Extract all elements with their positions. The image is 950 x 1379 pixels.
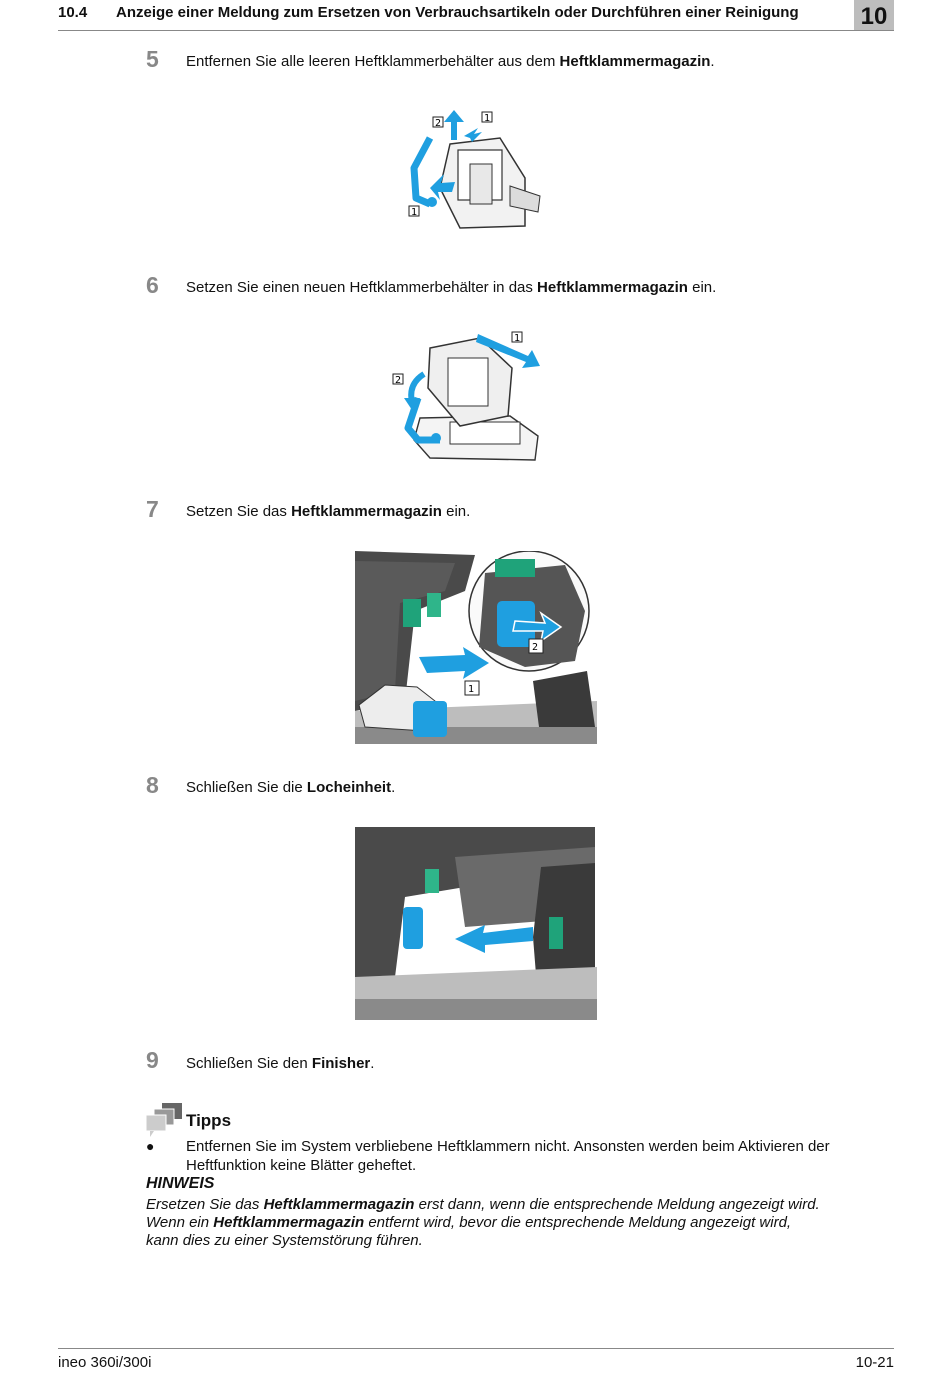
- section-title: Anzeige einer Meldung zum Ersetzen von Verbrauchsartikeln oder Durchführen einer Reinigung: [116, 4, 799, 21]
- note-text: Ersetzen Sie das Heftklammermagazin erst dann, wenn die entsprechende Meldung angezeigt wird. Wenn ein Heftklammermagazin entfernt wird, bevor die entsprechende Meldung angezeigt wird, kann dies zu einer Systemstörung führen.: [146, 1196, 820, 1249]
- page-header: [58, 0, 894, 31]
- callout-label: 1: [411, 207, 418, 218]
- product-name: ineo 360i/300i: [58, 1354, 152, 1371]
- chapter-tab: 10: [854, 0, 894, 30]
- ui-term: Heftklammermagazin: [537, 279, 688, 296]
- step-text-7: Setzen Sie das Heftklammermagazin ein.: [186, 503, 471, 520]
- ui-term: Heftklammermagazin: [559, 53, 711, 70]
- tips-heading: Tipps: [186, 1111, 232, 1130]
- page-footer: [58, 1348, 894, 1371]
- ui-term: Finisher: [311, 1055, 371, 1072]
- note-heading: HINWEIS: [146, 1175, 215, 1192]
- callout-label: 2: [532, 642, 539, 653]
- step-text-6: Setzen Sie einen neuen Heftklammerbehälter in das Heftklammermagazin ein.: [186, 279, 717, 296]
- callout-label: 1: [514, 333, 521, 344]
- step-number-6: 6: [146, 272, 159, 298]
- callout-label: 2: [395, 375, 402, 386]
- step-number-5: 5: [146, 46, 159, 72]
- ui-term: Heftklammermagazin: [291, 503, 442, 520]
- figure-close-punch-unit: [355, 827, 597, 1020]
- ui-term: Locheinheit: [306, 779, 392, 796]
- callout-label: 1: [484, 113, 491, 124]
- step-number-8: 8: [146, 772, 159, 798]
- section-number: 10.4: [58, 4, 88, 21]
- step-text-5: Entfernen Sie alle leeren Heftklammerbehälter aus dem Heftklammermagazin.: [186, 53, 715, 70]
- bullet-icon: ●: [146, 1138, 155, 1154]
- step-number-7: 7: [146, 496, 159, 522]
- callout-label: 1: [468, 684, 475, 695]
- figure-insert-staple-cartridge: [390, 328, 550, 468]
- tips-icon: [146, 1103, 184, 1137]
- step-text-9: Schließen Sie den Finisher.: [186, 1055, 375, 1072]
- step-number-9: 9: [146, 1047, 159, 1073]
- figure-remove-staple-cartridge: [400, 108, 552, 236]
- figure-insert-magazine: [355, 551, 597, 744]
- callout-label: 2: [435, 118, 442, 129]
- tips-text: Entfernen Sie im System verbliebene Heftklammern nicht. Ansonsten werden beim Aktivieren der Heftfunktion keine Blätter geheftet.: [186, 1138, 830, 1174]
- step-text-8: Schließen Sie die Locheinheit.: [186, 779, 396, 796]
- page-number: 10-21: [855, 1354, 894, 1371]
